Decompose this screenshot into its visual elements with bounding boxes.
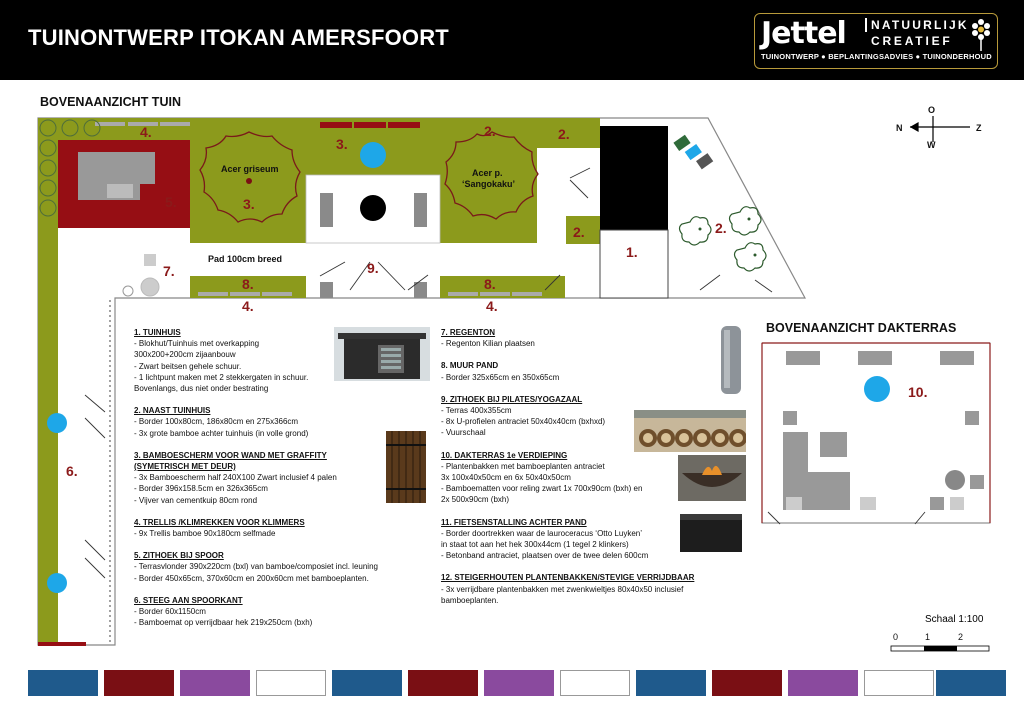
note-heading: 1. TUINHUIS — [134, 328, 181, 337]
notes-left — [134, 327, 378, 639]
area-number: 2. — [715, 220, 727, 236]
color-swatch — [712, 670, 782, 696]
area-number: 2. — [573, 224, 585, 240]
path-label: Pad 100cm breed — [208, 254, 283, 264]
acer-sangokaku-label-1: Acer p. — [472, 168, 503, 178]
containers — [673, 130, 713, 174]
bamboo-screen — [320, 122, 420, 128]
acer-griseum-label: Acer griseum — [221, 164, 279, 174]
acer-sangokaku-label-2: ‘Sangokaku’ — [462, 179, 516, 189]
note-line: - Border 325x65cm en 350x65cm — [441, 372, 560, 382]
scale-tick-1: 1 — [925, 632, 931, 642]
planter-photo — [676, 510, 746, 554]
note-line: - Plantenbakken met bamboeplanten antraciet — [441, 461, 605, 471]
logo-tagline-2: CREATIEF — [871, 34, 953, 48]
area-number: 1. — [626, 244, 638, 260]
note-line: - 3x Bamboescherm half 240X100 Zwart inclusief 4 palen — [134, 473, 337, 483]
note-heading: 6. STEEG AAN SPOORKANT — [134, 595, 243, 605]
color-swatch — [104, 670, 174, 696]
area-number: 2. — [558, 126, 570, 142]
note-block — [441, 327, 711, 349]
note-line: - 3x verrijdbare plantenbakken met zwenkwieltjes 80x40x50 inclusief — [441, 584, 684, 594]
shed-photo — [334, 327, 430, 381]
bamboo-screen-photo — [386, 431, 426, 503]
note-block — [134, 517, 334, 539]
note-heading: 10. DAKTERRAS 1e VERDIEPING — [441, 450, 568, 460]
roof-number: 10. — [908, 384, 928, 400]
note-line: - Terrasvlonder 390x220cm (bxl) van bamboe/composiet incl. leuning — [134, 562, 378, 572]
area-number: 4. — [486, 298, 498, 314]
note-line: - 8x U-profielen antraciet 50x40x40cm (bxhxd) — [441, 417, 606, 427]
note-line: - Border 60x1150cm — [134, 607, 206, 617]
note-line: - Betonband antraciet, plaatsen over de twee delen 600cm — [441, 551, 649, 561]
note-line: - Vijver van cementkuip 80cm rond — [134, 495, 258, 505]
pond — [360, 142, 386, 168]
color-swatch — [484, 670, 554, 696]
note-block — [441, 360, 711, 382]
terrace-photo — [634, 410, 746, 452]
note-line: - Border doortrekken waar de laurocеracus ‘Otto Luyken’ — [441, 528, 642, 538]
color-swatch — [408, 670, 478, 696]
compass-z: Z — [976, 123, 982, 133]
color-swatch — [28, 670, 98, 696]
area-number: 6. — [66, 463, 78, 479]
note-line: - Vuurschaal — [441, 428, 486, 438]
area-number: 8. — [484, 276, 496, 292]
note-heading: 7. REGENTON — [441, 328, 496, 337]
logo-subline: TUINONTWERP ● BEPLANTINGSADVIES ● TUINONDERHOUD — [761, 52, 992, 61]
logo-tagline-1: NATUURLIJK — [865, 18, 969, 32]
area-number: 8. — [242, 276, 254, 292]
note-line: 2x 500x90cm (bxh) — [441, 495, 510, 505]
note-line: - 9x Trellis bamboe 90x180cm selfmade — [134, 529, 276, 539]
note-block — [134, 450, 337, 506]
note-block — [134, 327, 334, 394]
note-block — [134, 550, 378, 584]
note-line: - Border 396x158.5cm en 326x365cm — [134, 484, 268, 494]
note-line: 300x200+200cm zijaanbouw — [134, 350, 236, 360]
color-swatch — [788, 670, 858, 696]
border-steeg — [38, 118, 58, 645]
compass-n: N — [896, 123, 903, 133]
area-number: 7. — [163, 263, 175, 279]
scale-label: Schaal 1:100 — [925, 614, 984, 625]
garden-title: BOVENAANZICHT TUIN — [40, 95, 181, 109]
color-swatch — [332, 670, 402, 696]
note-line: - 1 lichtpunt maken met 2 stekkergaten in schuur. — [134, 372, 309, 382]
compass — [910, 116, 970, 142]
page-title: TUINONTWERP ITOKAN AMERSFOORT — [28, 25, 449, 50]
logo-name: Jettel — [761, 16, 846, 51]
note-heading: 12. STEIGERHOUTEN PLANTENBAKKEN/STEVIGE VERRIJDBAAR — [441, 573, 695, 583]
color-swatch — [256, 670, 326, 696]
note-line: - Bamboematten voor reling zwart 1x 700x90cm (bxh) en — [441, 484, 643, 494]
note-heading: 4. TRELLIS /KLIMREKKEN VOOR KLIMMERS — [134, 517, 305, 527]
note-heading: 2. NAAST TUINHUIS — [134, 406, 211, 416]
note-heading: 8. MUUR PAND — [441, 361, 499, 371]
area-number: 3. — [243, 196, 255, 212]
note-heading: (SYMETRISCH MET DEUR) — [134, 462, 236, 472]
scale-bar — [891, 646, 989, 651]
note-heading: 9. ZITHOEK BIJ PILATES/YOGAZAAL — [441, 394, 583, 404]
area-number: 9. — [367, 260, 379, 276]
scale-tick-0: 0 — [893, 632, 899, 642]
area-number: 3. — [336, 136, 348, 152]
note-line: - 3x grote bamboe achter tuinhuis (in volle grond) — [134, 428, 309, 438]
compass-w: W — [927, 140, 936, 150]
scale-tick-2: 2 — [958, 632, 964, 642]
color-swatch — [560, 670, 630, 696]
notes-right — [441, 327, 711, 617]
note-line: - Regenton Kilian plaatsen — [441, 339, 535, 349]
note-heading: 3. BAMBOESCHERM VOOR WAND MET GRAFFITY — [134, 450, 327, 460]
note-line: 3x 100x40x50cm en 6x 50x40x50cm — [441, 473, 571, 483]
note-line: - Border 450x65cm, 370x60cm en 200x60cm met bamboeplanten. — [134, 573, 369, 583]
area-number: 4. — [140, 124, 152, 140]
note-line: - Terras 400x355cm — [441, 406, 512, 416]
area-number: 5. — [165, 194, 177, 210]
color-swatch — [636, 670, 706, 696]
note-line: - Blokhut/Tuinhuis met overkapping — [134, 339, 260, 349]
area-number: 4. — [242, 298, 254, 314]
color-swatch — [936, 670, 1006, 696]
color-swatch — [180, 670, 250, 696]
note-block — [441, 517, 711, 562]
rain-barrel-photo — [718, 326, 744, 394]
compass-o: O — [928, 105, 936, 115]
note-line: bamboeplanten. — [441, 595, 499, 605]
tuinhuis-shed — [600, 126, 668, 230]
color-swatch — [864, 670, 934, 696]
note-line: in staat tot aan het hek 300x44cm (1 tegel 2 klinkers) — [441, 540, 629, 550]
note-block — [441, 572, 711, 606]
note-block — [441, 450, 711, 506]
note-line: - Zwart beitsen gehele schuur. — [134, 361, 242, 371]
note-block — [134, 405, 334, 439]
area-number: 2. — [484, 123, 496, 139]
note-line: Bovenlangs, dus niet onder bestrating — [134, 384, 269, 394]
note-line: - Border 100x80cm, 186x80cm en 275x366cm — [134, 417, 299, 427]
note-heading: 11. FIETSENSTALLING ACHTER PAND — [441, 517, 587, 527]
note-line: - Bamboemat op verrijdbaar hek 219x250cm (bxh) — [134, 618, 313, 628]
roof-title: BOVENAANZICHT DAKTERRAS — [766, 321, 957, 335]
note-heading: 5. ZITHOEK BIJ SPOOR — [134, 551, 224, 561]
fire-bowl — [360, 195, 386, 221]
bamboo-clumps — [680, 207, 767, 271]
fire-bowl-photo — [678, 455, 746, 501]
note-block — [134, 595, 334, 629]
